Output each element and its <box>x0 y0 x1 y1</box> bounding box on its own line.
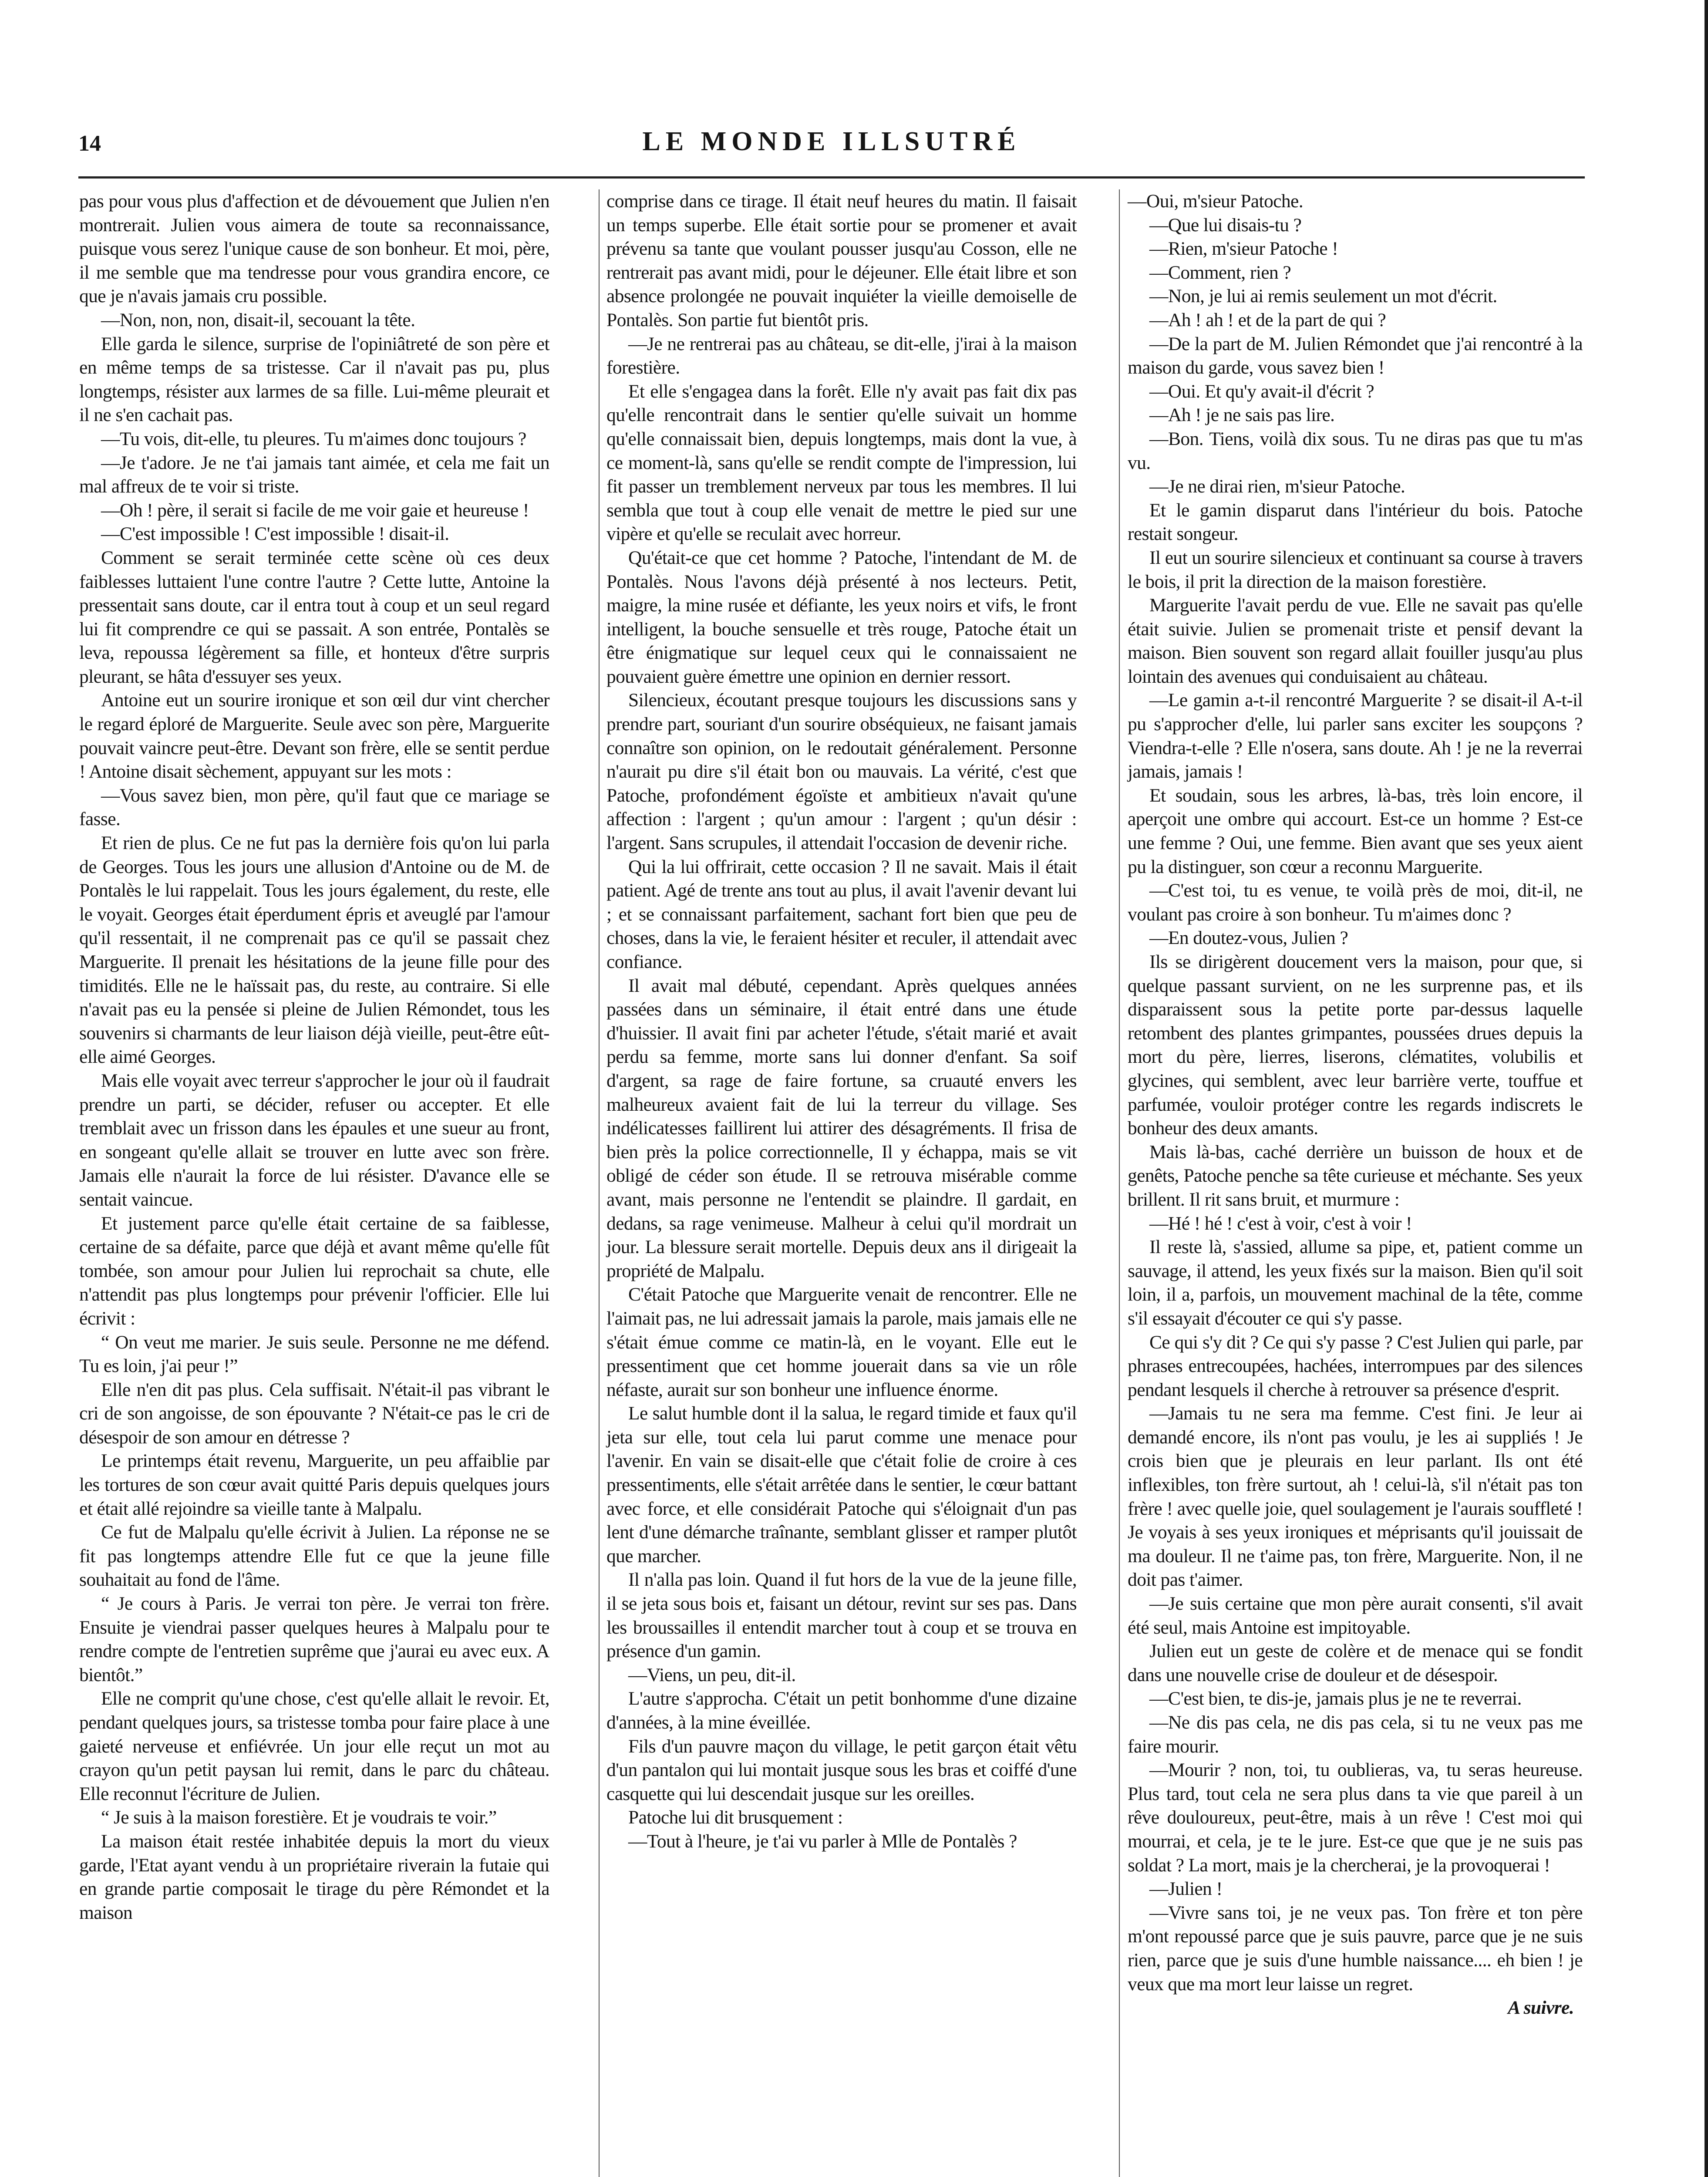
paragraph: Comment se serait terminée cette scène où ces deux faiblesses luttaient l'une contre l'autre ? Cette lutte, Antoine la pressentait sans doute, car il entra tout à coup et un seul regard lui fit comprendre ce qui se passait. A son entrée, Pontalès se leva, repoussa légèrement sa fille, et honteux d'être surpris pleurant, se hâta d'essuyer ses yeux. <box>79 547 549 687</box>
page-binding-edge <box>1705 0 1708 2177</box>
paragraph: Il n'alla pas loin. Quand il fut hors de la vue de la jeune fille, il se jeta sous bois et, faisant un détour, revint sur ses pas. Dans les broussailles il entendit marcher tout à coup et se trouva en présence d'un gamin. <box>606 1569 1077 1662</box>
paragraph: —Oh ! père, il serait si facile de me voir gaie et heureuse ! <box>101 499 529 521</box>
paragraph: —Je suis certaine que mon père aurait consenti, s'il avait été seul, mais Antoine est impitoyable. <box>1128 1593 1583 1638</box>
page-number: 14 <box>78 131 101 156</box>
paragraph: Le printemps était revenu, Marguerite, un peu affaiblie par les tortures de son cœur avait quitté Paris depuis quelques jours et était allé rejoindre sa vieille tante à Malpalu. <box>79 1450 549 1519</box>
paragraph: “ On veut me marier. Je suis seule. Personne ne me défend. Tu es loin, j'ai peur !” <box>79 1331 549 1377</box>
paragraph: —Vous savez bien, mon père, qu'il faut que ce mariage se fasse. <box>79 785 549 830</box>
paragraph: —Ah ! ah ! et de la part de qui ? <box>1149 309 1386 330</box>
paragraph: La maison était restée inhabitée depuis la mort du vieux garde, l'Etat ayant vendu à un propriétaire riverain la futaie qui en grande partie composait le tirage du père Rémondet et la maison <box>79 1830 549 1923</box>
text-column-2 <box>606 189 1077 1853</box>
paragraph: Ce fut de Malpalu qu'elle écrivit à Julien. La réponse ne se fit pas longtemps attendre Elle fut ce que la jeune fille souhaitait au fond de l'âme. <box>79 1522 549 1591</box>
paragraph: —Le gamin a-t-il rencontré Marguerite ? se disait-il A-t-il pu s'approcher d'elle, lui parler sans exciter les soupçons ? Viendra-t-elle ? Elle n'osera, sans doute. Ah ! je ne la reverrai jamais, jamais ! <box>1128 690 1583 782</box>
paragraph: —Que lui disais-tu ? <box>1149 214 1302 236</box>
paragraph: Le salut humble dont il la salua, le regard timide et faux qu'il jeta sur elle, tout cela lui parut comme une menace pour l'avenir. En vain se disait-elle que c'était folie de croire à ces pressentiments, elle s'était arrêtée dans le sentier, le cœur battant avec force, et elle considérait Patoche qui s'éloignait d'un pas lent d'une démarche traînante, semblant glisser et ramper plutôt que marcher. <box>606 1403 1077 1567</box>
paragraph: comprise dans ce tirage. Il était neuf heures du matin. Il faisait un temps superbe. Elle était sortie pour se promener et avait prévenu sa tante que voulant pousser jusqu'au Cosson, elle ne rentrerait pas avant midi, pour le déjeuner. Elle était libre et son absence prolongée ne pouvait inquiéter la vieille demoiselle de Pontalès. Son partie fut bientôt pris. <box>606 191 1077 330</box>
paragraph: —Non, je lui ai remis seulement un mot d'écrit. <box>1149 286 1497 307</box>
paragraph: —Oui, m'sieur Patoche. <box>1128 191 1303 212</box>
paragraph: —Non, non, non, disait-il, secouant la tête. <box>101 309 415 330</box>
paragraph: —Vivre sans toi, je ne veux pas. Ton frère et ton père m'ont repoussé parce que je suis pauvre, parce que je ne suis rien, parce que je suis d'une humble naissance.... eh bien ! je veux que ma mort leur laisse un regret. <box>1128 1902 1583 1995</box>
paragraph: —Tout à l'heure, je t'ai vu parler à Mlle de Pontalès ? <box>628 1830 1017 1852</box>
journal-title: LE MONDE ILLSUTRÉ <box>642 127 1021 156</box>
paragraph: “ Je cours à Paris. Je verrai ton père. Je verrai ton frère. Ensuite je viendrai passer quelques heures à Malpalu pour te rendre compte de l'entretien suprême que j'aurai eu avec eux. A bientôt.” <box>79 1593 549 1685</box>
paragraph: Il eut un sourire silencieux et continuant sa course à travers le bois, il prit la direction de la maison forestière. <box>1128 547 1583 592</box>
paragraph: —Ne dis pas cela, ne dis pas cela, si tu ne veux pas me faire mourir. <box>1128 1712 1583 1757</box>
paragraph: Marguerite l'avait perdu de vue. Elle ne savait pas qu'elle était suivie. Julien se promenait triste et pensif devant la maison. Bien souvent son regard allait fouiller jusqu'au plus lointain des avenues qui conduisaient au château. <box>1128 595 1583 687</box>
paragraph: —En doutez-vous, Julien ? <box>1149 927 1348 949</box>
paragraph: Elle ne comprit qu'une chose, c'est qu'elle allait le revoir. Et, pendant quelques jours, sa tristesse tomba pour faire place à une gaieté nerveuse et enfiévrée. Un jour elle reçut un mot au crayon qu'un petit paysan lui remit, dans le parc du château. Elle reconnut l'écriture de Julien. <box>79 1688 549 1804</box>
paragraph: Elle n'en dit pas plus. Cela suffisait. N'était-il pas vibrant le cri de son angoisse, de son épouvante ? N'était-ce pas le cri de désespoir de son amour en détresse ? <box>79 1379 549 1448</box>
paragraph: Julien eut un geste de colère et de menace qui se fondit dans une nouvelle crise de douleur et de désespoir. <box>1128 1641 1583 1685</box>
paragraph: Et le gamin disparut dans l'intérieur du bois. Patoche restait songeur. <box>1128 499 1583 545</box>
paragraph: Qu'était-ce que cet homme ? Patoche, l'intendant de M. de Pontalès. Nous l'avons déjà présenté à nos lecteurs. Petit, maigre, la mine rusée et défiante, les yeux noirs et vifs, le front intelligent, la bouche sensuelle et très rouge, Patoche était un être énigmatique sur lequel ceux qui le connaissaient ne pouvaient guère émettre une opinion en dernier ressort. <box>606 547 1077 687</box>
paragraph: —Je ne dirai rien, m'sieur Patoche. <box>1149 476 1405 497</box>
paragraph: Et justement parce qu'elle était certaine de sa faiblesse, certaine de sa défaite, parce que déjà et avant même qu'elle fût tombée, son amour pour Julien lui reprochait sa chute, elle n'attendit pas plus longtemps pour prévenir l'officier. Elle lui écrivit : <box>79 1213 549 1329</box>
paragraph: —Jamais tu ne sera ma femme. C'est fini. Je leur ai demandé encore, ils n'ont pas voulu, je les ai suppliés ! Je crois bien que je pleurais en leur parlant. Ils ont été inflexibles, ton frère surtout, ah ! celui-là, s'il n'était pas ton frère ! avec quelle joie, quel soulagement je l'aurais souffleté ! Je voyais à ses yeux ironiques et méprisants qu'il jouissait de ma douleur. Il ne t'aime pas, ton frère, Marguerite. Non, il ne doit pas t'aimer. <box>1128 1403 1583 1591</box>
paragraph: —C'est impossible ! C'est impossible ! disait-il. <box>101 523 449 545</box>
paragraph: Elle garda le silence, surprise de l'opiniâtreté de son père et en même temps de sa tristesse. Car il n'avait pas pu, plus longtemps, résister aux larmes de sa fille. Lui-même pleurait et il ne s'en cachait pas. <box>79 333 549 426</box>
paragraph: —Hé ! hé ! c'est à voir, c'est à voir ! <box>1149 1213 1412 1234</box>
paragraph: Patoche lui dit brusquement : <box>628 1807 843 1828</box>
text-column-1 <box>79 189 549 1924</box>
paragraph: Antoine eut un sourire ironique et son œil dur vint chercher le regard éploré de Marguerite. Seule avec son père, Marguerite pouvait vaincre peut-être. Devant son frère, elle se sentit perdue ! Antoine disait sèchement, appuyant sur les mots : <box>79 690 549 782</box>
paragraph: Fils d'un pauvre maçon du village, le petit garçon était vêtu d'un pantalon qui lui montait jusque sous les bras et coiffé d'une casquette qui lui descendait jusque sur les oreilles. <box>606 1736 1077 1804</box>
paragraph: Ils se dirigèrent doucement vers la maison, pour que, si quelque passant survient, on ne les surprenne pas, et ils disparaissent sous la petite porte par-dessus laquelle retombent des plantes grimpantes, poussées drues depuis la mort du père, lierres, liserons, clématites, volubilis et glycines, qui semblent, avec leur barrière verte, touffue et parfumée, vouloir protéger contre les regards indiscrets le bonheur des deux amants. <box>1128 951 1583 1139</box>
paragraph: Et elle s'engagea dans la forêt. Elle n'y avait pas fait dix pas qu'elle rencontrait dans le sentier qu'elle suivait un homme qu'elle connaissait bien, depuis longtemps, mais dont la vue, à ce moment-là, sans qu'elle se rendit compte de l'impression, lui fit passer un tremblement nerveux par tous les membres. Il lui sembla que tout à coup elle venait de mettre le pied sur une vipère et qu'elle se reculait avec horreur. <box>606 381 1077 545</box>
paragraph: L'autre s'approcha. C'était un petit bonhomme d'une dizaine d'années, à la mine éveillée. <box>606 1688 1077 1733</box>
to-be-continued: A suivre. <box>1508 1997 1574 2019</box>
column-divider <box>1119 189 1120 2177</box>
paragraph: Et soudain, sous les arbres, là-bas, très loin encore, il aperçoit une ombre qui accourt. Est-ce un homme ? Est-ce une femme ? Oui, une femme. Bien avant que ses yeux aient pu la distinguer, son cœur a reconnu Marguerite. <box>1128 785 1583 877</box>
paragraph: Mais là-bas, caché derrière un buisson de houx et de genêts, Patoche penche sa tête curieuse et méchante. Ses yeux brillent. Il rit sans bruit, et murmure : <box>1128 1141 1583 1210</box>
paragraph: —C'est toi, tu es venue, te voilà près de moi, dit-il, ne voulant pas croire à son bonheur. Tu m'aimes donc ? <box>1128 880 1583 925</box>
paragraph: —Je ne rentrerai pas au château, se dit-elle, j'irai à la maison forestière. <box>606 333 1077 378</box>
paragraph: Il reste là, s'assied, allume sa pipe, et, patient comme un sauvage, il attend, les yeux fixés sur la maison. Bien qu'il soit loin, il a, parfois, un mouvement machinal de la tête, comme s'il essayait d'écouter ce qui s'y passe. <box>1128 1237 1583 1329</box>
paragraph: —Mourir ? non, toi, tu oublieras, va, tu seras heureuse. Plus tard, tout cela ne sera plus dans ta vie que pareil à un rêve douloureux, peut-être, mais à un rêve ! C'est moi qui mourrai, et cela, je te le jure. Est-ce que que je ne suis pas soldat ? La mort, mais je la chercherai, je la provoquerai ! <box>1128 1759 1583 1876</box>
paragraph: —Je t'adore. Je ne t'ai jamais tant aimée, et cela me fait un mal affreux de te voir si triste. <box>79 452 549 497</box>
paragraph: —Julien ! <box>1149 1878 1223 1900</box>
paragraph: —Bon. Tiens, voilà dix sous. Tu ne diras pas que tu m'as vu. <box>1128 428 1583 473</box>
paragraph: —Oui. Et qu'y avait-il d'écrit ? <box>1149 381 1374 402</box>
paragraph: Silencieux, écoutant presque toujours les discussions sans y prendre part, souriant d'un sourire obséquieux, ne faisant jamais connaître son opinion, on le redoutait généralement. Personne n'aurait pu dire s'il était bon ou mauvais. La vérité, c'est que Patoche, profondément égoïste et ambitieux n'avait qu'une affection : l'argent ; qu'un amour : l'argent ; qu'un désir : l'argent. Sans scrupules, il attendait l'occasion de devenir riche. <box>606 690 1077 854</box>
paragraph: —Viens, un peu, dit-il. <box>628 1664 796 1685</box>
header-rule <box>78 176 1585 179</box>
page-header <box>78 126 1585 174</box>
paragraph: —Tu vois, dit-elle, tu pleures. Tu m'aimes donc toujours ? <box>101 428 526 449</box>
paragraph: pas pour vous plus d'affection et de dévouement que Julien n'en montrerait. Julien vous aimera de toute sa reconnaissance, puisque vous serez l'unique cause de son bonheur. Et moi, père, il me semble que ma tendresse pour vous grandira encore, ce que je n'avais jamais cru possible. <box>79 191 549 307</box>
paragraph: —C'est bien, te dis-je, jamais plus je ne te reverrai. <box>1149 1688 1522 1709</box>
text-column-3 <box>1128 189 1583 2020</box>
paragraph: —Comment, rien ? <box>1149 262 1291 283</box>
column-divider <box>599 189 600 2177</box>
paragraph: —Ah ! je ne sais pas lire. <box>1149 404 1335 426</box>
paragraph: Et rien de plus. Ce ne fut pas la dernière fois qu'on lui parla de Georges. Tous les jours une allusion d'Antoine ou de M. de Pontalès le lui rappelait. Tous les jours également, du reste, elle le voyait. Georges était éperdument épris et aveuglé par l'amour qu'il ressentait, il ne comprenait pas ce qu'il se passait chez Marguerite. Il prenait les hésitations de la jeune fille pour des timidités. Elle ne le haïssait pas, du reste, au contraire. Si elle n'avait pas eu la pensée si pleine de Julien Rémondet, tous les souvenirs si charmants de leur liaison déjà vieille, peut-être eût-elle aimé Georges. <box>79 832 549 1068</box>
paragraph: Mais elle voyait avec terreur s'approcher le jour où il faudrait prendre un parti, se décider, refuser ou accepter. Et elle tremblait avec un frisson dans les épaules et une sueur au front, en songeant qu'elle allait se trouver en lutte avec son frère. Jamais elle n'aurait la force de lui résister. D'avance elle se sentait vaincue. <box>79 1070 549 1210</box>
paragraph: —Rien, m'sieur Patoche ! <box>1149 238 1338 259</box>
paragraph: Qui la lui offrirait, cette occasion ? Il ne savait. Mais il était patient. Agé de trente ans tout au plus, il avait l'avenir devant lui ; et se connaissant parfaitement, sachant fort bien que peu de choses, dans la vie, le feraient hésiter et reculer, il attendait avec confiance. <box>606 856 1077 972</box>
paragraph: Il avait mal débuté, cependant. Après quelques années passées dans un séminaire, il était entré dans une étude d'huissier. Il avait fini par acheter l'étude, s'était marié et avait perdu sa femme, morte sans lui donner d'enfant. Sa soif d'argent, sa rage de faire fortune, sa cruauté envers les malheureux avaient fait de lui la terreur du village. Ses indélicatesses faillirent lui attirer des désagréments. Il frisa de bien près la police correctionnelle, Il y échappa, mais se vit obligé de céder son étude. Il se retrouva misérable comme avant, mais personne ne l'entendit se plaindre. Il gardait, en dedans, sa rage venimeuse. Malheur à celui qu'il mordrait un jour. La blessure serait mortelle. Depuis deux ans il dirigeait la propriété de Malpalu. <box>606 975 1077 1281</box>
paragraph: C'était Patoche que Marguerite venait de rencontrer. Elle ne l'aimait pas, ne lui adressait jamais la parole, mais jamais elle ne s'était émue comme ce matin-là, en le voyant. Elle eut le pressentiment que cet homme jouerait dans sa vie un rôle néfaste, aurait sur son bonheur une influence énorme. <box>606 1284 1077 1400</box>
paragraph: “ Je suis à la maison forestière. Et je voudrais te voir.” <box>101 1807 497 1828</box>
paragraph: —De la part de M. Julien Rémondet que j'ai rencontré à la maison du garde, vous savez bien ! <box>1128 333 1583 378</box>
paragraph: Ce qui s'y dit ? Ce qui s'y passe ? C'est Julien qui parle, par phrases entrecoupées, hachées, interrompues par des silences pendant lesquels il cherche à retrouver sa présence d'esprit. <box>1128 1331 1583 1400</box>
